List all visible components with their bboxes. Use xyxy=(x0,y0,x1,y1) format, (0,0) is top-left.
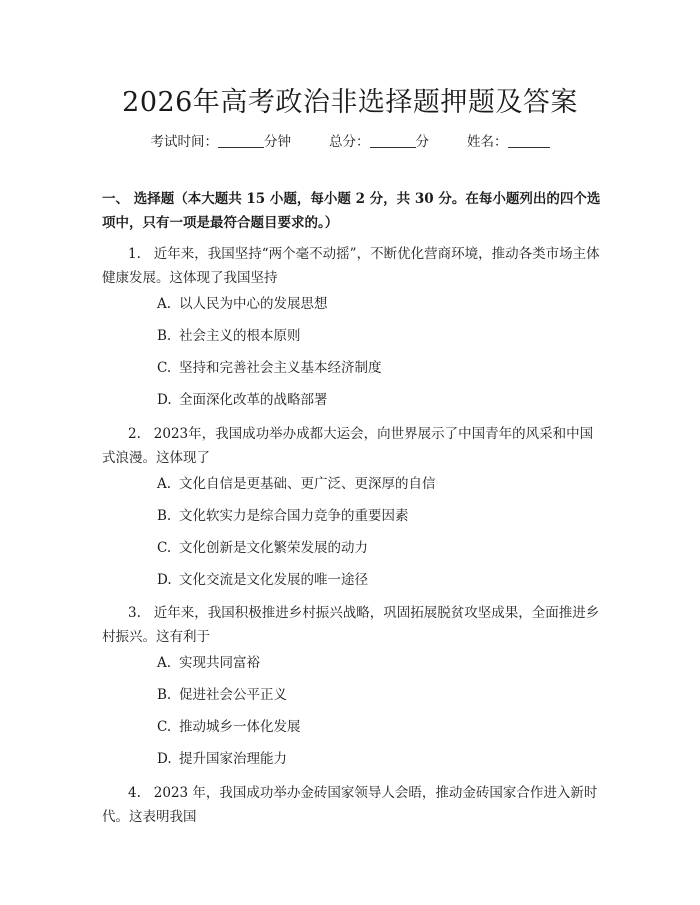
question-3 xyxy=(102,601,602,649)
question-stem: 近年来，我国坚持“两个毫不动摇”，不断优化营商环境，推动各类市场主体健康发展。这体现了我国坚持 xyxy=(102,246,600,286)
page-title: 2026年高考政治非选择题押题及答案 xyxy=(122,87,578,118)
option-3c: C. 推动城乡一体化发展 xyxy=(157,719,301,735)
total-score-blank xyxy=(370,133,416,148)
total-score-unit: 分 xyxy=(415,134,429,150)
question-number: 1. xyxy=(128,246,141,262)
question-4 xyxy=(102,781,602,829)
option-1b: B. 社会主义的根本原则 xyxy=(157,328,301,344)
question-stem: 2023 年，我国成功举办金砖国家领导人会晤，推动金砖国家合作进入新时代。这表明我国 xyxy=(102,785,598,825)
question-2 xyxy=(102,422,602,470)
option-3d: D. 提升国家治理能力 xyxy=(157,751,287,767)
option-3b: B. 促进社会公平正义 xyxy=(157,687,287,703)
option-2a: A. 文化自信是更基础、更广泛、更深厚的自信 xyxy=(157,476,436,492)
question-stem: 近年来，我国积极推进乡村振兴战略，巩固拓展脱贫攻坚成果，全面推进乡村振兴。这有利于 xyxy=(102,605,600,645)
option-2c: C. 文化创新是文化繁荣发展的动力 xyxy=(157,540,368,556)
question-stem: 2023年，我国成功举办成都大运会，向世界展示了中国青年的风采和中国式浪漫。这体现了 xyxy=(102,426,594,466)
option-3a: A. 实现共同富裕 xyxy=(157,655,260,671)
exam-info-line xyxy=(0,130,700,150)
question-number: 2. xyxy=(128,426,141,442)
option-1c: C. 坚持和完善社会主义基本经济制度 xyxy=(157,360,382,376)
exam-time-label: 考试时间： xyxy=(150,134,218,150)
option-1d: D. 全面深化改革的战略部署 xyxy=(157,392,328,408)
exam-time-blank xyxy=(218,133,264,148)
question-number: 3. xyxy=(128,605,141,621)
exam-time-unit: 分钟 xyxy=(264,134,291,150)
question-1 xyxy=(102,242,602,290)
option-2b: B. 文化软实力是综合国力竞争的重要因素 xyxy=(157,508,409,524)
name-label: 姓名： xyxy=(467,134,508,150)
section-heading: 一、 选择题（本大题共 15 小题，每小题 2 分，共 30 分。在每小题列出的四个选项中，只有一项是最符合题目要求的。） xyxy=(102,191,601,231)
option-1a: A. 以人民为中心的发展思想 xyxy=(157,296,328,312)
total-score-label: 总分： xyxy=(329,134,370,150)
question-number: 4. xyxy=(128,785,141,801)
name-blank xyxy=(508,133,550,148)
option-2d: D. 文化交流是文化发展的唯一途径 xyxy=(157,572,368,588)
